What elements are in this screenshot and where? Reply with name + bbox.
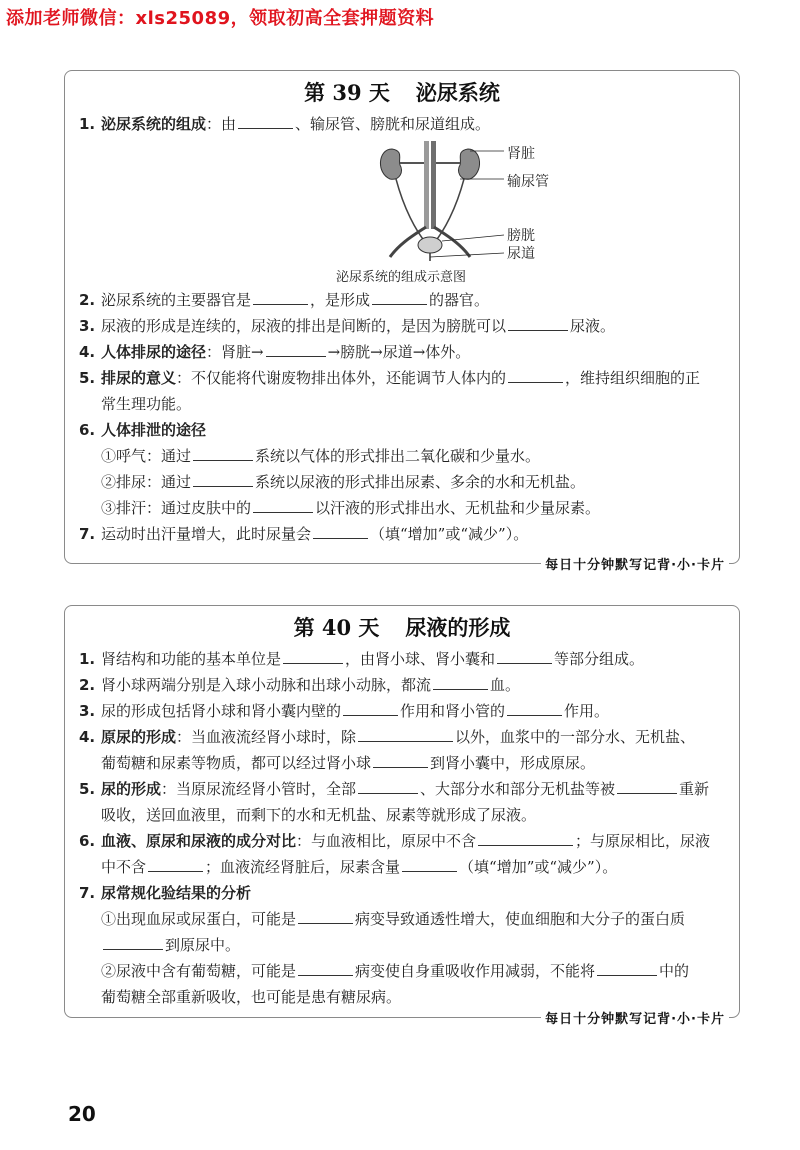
card-footer-tag: 每日十分钟默写记背·小·卡片 <box>541 554 729 573</box>
answer-blank[interactable] <box>193 444 253 461</box>
question-text: ：与血液相比，原尿中不含 <box>296 832 477 850</box>
answer-blank[interactable] <box>433 673 488 690</box>
question-key: 原尿的形成 <box>101 728 177 746</box>
question-text: ②排尿：通过 <box>101 473 192 491</box>
figure-caption: 泌尿系统的组成示意图 <box>335 270 466 285</box>
answer-blank[interactable] <box>478 829 573 846</box>
question-text: 、大部分水和部分无机盐等被 <box>420 780 616 798</box>
question-text: 常生理功能。 <box>101 395 192 413</box>
answer-blank[interactable] <box>343 699 398 716</box>
answer-blank[interactable] <box>617 777 677 794</box>
answer-blank[interactable] <box>508 366 563 383</box>
right-kidney <box>458 149 479 179</box>
question-number: 6. <box>79 832 96 850</box>
question-text: 系统以气体的形式排出二氧化碳和少量水。 <box>255 447 541 465</box>
question-text: ：当血液流经肾小球时，除 <box>176 728 357 746</box>
label-ureter: 输尿管 <box>507 174 549 190</box>
question-1 <box>79 646 723 672</box>
answer-blank[interactable] <box>253 288 308 305</box>
question-key: 血液、原尿和尿液的成分对比 <box>101 832 297 850</box>
urinary-system-diagram <box>364 139 504 261</box>
card-title <box>65 612 739 642</box>
label-kidney: 肾脏 <box>507 146 535 162</box>
label-urethra: 尿道 <box>507 246 535 262</box>
question-text: →膀胱→尿道→体外。 <box>327 343 471 361</box>
question-text: 、输尿管、膀胱和尿道组成。 <box>295 115 491 133</box>
card-title <box>65 77 739 107</box>
question-number: 6. <box>79 421 96 439</box>
card-day-40 <box>64 605 740 1027</box>
question-text: 重新 <box>679 780 710 798</box>
question-text: 尿液。 <box>570 317 616 335</box>
question-text: ，由肾小球、肾小囊和 <box>345 650 496 668</box>
question-text: 肾小球两端分别是入球小动脉和出球小动脉，都流 <box>101 676 432 694</box>
question-text: 尿液的形成是连续的，尿液的排出是间断的，是因为膀胱可以 <box>101 317 507 335</box>
answer-blank[interactable] <box>373 751 428 768</box>
question-text: 泌尿系统的主要器官是 <box>101 291 252 309</box>
question-text: ；与原尿相比，尿液 <box>575 832 711 850</box>
answer-blank[interactable] <box>103 933 163 950</box>
question-text: 中的 <box>659 962 690 980</box>
question-text: 吸收，送回血液里，而剩下的水和无机盐、尿素等就形成了尿液。 <box>101 806 537 824</box>
question-5 <box>79 776 723 828</box>
left-kidney <box>380 149 401 179</box>
question-number: 3. <box>79 702 96 720</box>
question-text: （填“增加”或“减少”）。 <box>370 525 529 543</box>
question-2 <box>79 287 723 313</box>
answer-blank[interactable] <box>266 340 326 357</box>
question-number: 3. <box>79 317 96 335</box>
question-text: ，是形成 <box>310 291 371 309</box>
question-number: 5. <box>79 369 96 387</box>
question-number: 7. <box>79 525 96 543</box>
question-6 <box>79 828 723 880</box>
question-text: 肾结构和功能的基本单位是 <box>101 650 282 668</box>
promo-banner: 添加老师微信：xls25089，领取初高全套押题资料 <box>6 8 435 29</box>
question-number: 4. <box>79 728 96 746</box>
question-4 <box>79 339 723 365</box>
question-text: 的器官。 <box>429 291 490 309</box>
question-text: ：肾脏→ <box>206 343 264 361</box>
question-text: ②尿液中含有葡萄糖，可能是 <box>101 962 297 980</box>
question-text: 病变使自身重吸收作用减弱，不能将 <box>355 962 596 980</box>
question-2 <box>79 672 723 698</box>
day-label: 第 39 天 <box>304 80 390 105</box>
question-number: 5. <box>79 780 96 798</box>
question-key: 人体排尿的途径 <box>101 343 207 361</box>
question-key: 排尿的意义 <box>101 369 177 387</box>
answer-blank[interactable] <box>402 855 457 872</box>
answer-blank[interactable] <box>148 855 203 872</box>
question-text: ；血液流经肾脏后，尿素含量 <box>205 858 401 876</box>
left-ureter <box>396 179 426 243</box>
answer-blank[interactable] <box>597 959 657 976</box>
question-key: 人体排泄的途径 <box>101 421 207 439</box>
answer-blank[interactable] <box>298 907 353 924</box>
aorta-vessel <box>424 141 429 229</box>
question-text: 葡萄糖全部重新吸收，也可能是患有糖尿病。 <box>101 988 402 1006</box>
day-label: 第 40 天 <box>293 615 380 640</box>
question-text: 中不含 <box>101 858 147 876</box>
answer-blank[interactable] <box>238 112 293 129</box>
question-text: 运动时出汗量增大，此时尿量会 <box>101 525 312 543</box>
question-text: 到原尿中。 <box>165 936 241 954</box>
question-text: （填“增加”或“减少”）。 <box>459 858 618 876</box>
answer-blank[interactable] <box>497 647 552 664</box>
answer-blank[interactable] <box>358 725 453 742</box>
question-number: 1. <box>79 650 96 668</box>
question-3 <box>79 698 723 724</box>
question-key: 尿的形成 <box>101 780 162 798</box>
question-text: ①呼气：通过 <box>101 447 192 465</box>
question-text: 以外，血浆中的一部分水、无机盐、 <box>455 728 696 746</box>
card-footer-tag: 每日十分钟默写记背·小·卡片 <box>541 1008 729 1027</box>
question-text: ：由 <box>206 115 237 133</box>
answer-blank[interactable] <box>313 522 368 539</box>
answer-blank[interactable] <box>372 288 427 305</box>
question-number: 1. <box>79 115 96 133</box>
question-text: ：不仅能将代谢废物排出体外，还能调节人体内的 <box>176 369 507 387</box>
answer-blank[interactable] <box>298 959 353 976</box>
question-4 <box>79 724 723 776</box>
question-1 <box>79 111 723 137</box>
answer-blank[interactable] <box>253 496 313 513</box>
question-3 <box>79 313 723 339</box>
question-key: 尿常规化验结果的分析 <box>101 884 252 902</box>
question-text: 系统以尿液的形式排出尿素、多余的水和无机盐。 <box>255 473 586 491</box>
bladder <box>418 237 442 253</box>
page-number: 20 <box>68 1102 96 1126</box>
question-key: 泌尿系统的组成 <box>101 115 207 133</box>
answer-blank[interactable] <box>508 314 568 331</box>
answer-blank[interactable] <box>358 777 418 794</box>
question-text: 葡萄糖和尿素等物质，都可以经过肾小球 <box>101 754 372 772</box>
question-text: 等部分组成。 <box>554 650 645 668</box>
question-text: 到肾小囊中，形成原尿。 <box>430 754 596 772</box>
question-text: ，维持组织细胞的正 <box>565 369 701 387</box>
question-text: 血。 <box>490 676 521 694</box>
question-text: 作用和肾小管的 <box>400 702 506 720</box>
question-text: ①出现血尿或尿蛋白，可能是 <box>101 910 297 928</box>
question-text: 作用。 <box>564 702 610 720</box>
urinary-system-figure <box>79 139 723 287</box>
answer-blank[interactable] <box>193 470 253 487</box>
question-5 <box>79 365 723 417</box>
question-text: 尿的形成包括肾小球和肾小囊内壁的 <box>101 702 342 720</box>
right-ureter <box>434 179 464 243</box>
topic-label: 尿液的形成 <box>405 615 511 640</box>
question-text: 以汗液的形式排出水、无机盐和少量尿素。 <box>315 499 601 517</box>
question-number: 4. <box>79 343 96 361</box>
question-text: 病变导致通透性增大，使血细胞和大分子的蛋白质 <box>355 910 686 928</box>
question-number: 7. <box>79 884 96 902</box>
question-text: ③排汗：通过皮肤中的 <box>101 499 252 517</box>
topic-label: 泌尿系统 <box>415 80 500 105</box>
question-text: ：当原尿流经肾小管时，全部 <box>161 780 357 798</box>
label-bladder: 膀胱 <box>507 228 535 244</box>
answer-blank[interactable] <box>507 699 562 716</box>
card-day-39 <box>64 70 740 573</box>
answer-blank[interactable] <box>283 647 343 664</box>
question-number: 2. <box>79 676 96 694</box>
question-7 <box>79 880 723 1010</box>
vena-cava-vessel <box>431 141 436 229</box>
question-6 <box>79 417 723 521</box>
question-number: 2. <box>79 291 96 309</box>
question-7 <box>79 521 723 547</box>
